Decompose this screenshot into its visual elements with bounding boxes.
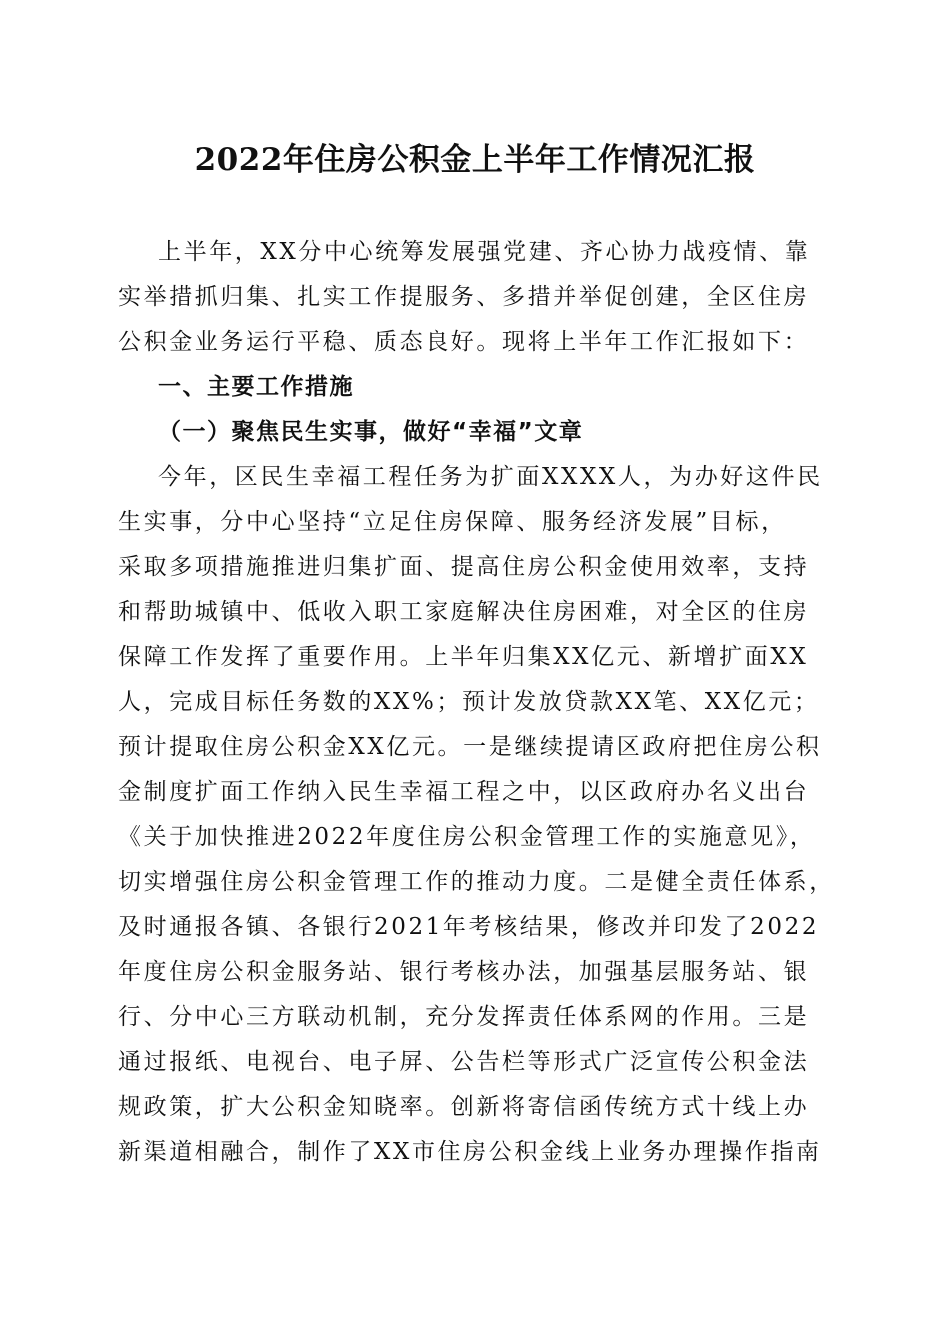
intro-line: 公积金业务运行平稳、质态良好。现将上半年工作汇报如下： xyxy=(118,329,810,355)
paragraph-line: 及时通报各镇、各银行2021年考核结果，修改并印发了2022 xyxy=(118,914,820,940)
paragraph-line: 今年，区民生幸福工程任务为扩面XXXX人，为办好这件民 xyxy=(158,464,823,490)
intro-line: 实举措抓归集、扎实工作提服务、多措并举促创建，全区住房 xyxy=(118,284,810,310)
paragraph-line: 保障工作发挥了重要作用。上半年归集XX亿元、新增扩面XX xyxy=(118,644,809,670)
paragraph-line: 金制度扩面工作纳入民生幸福工程之中，以区政府办名义出台 xyxy=(118,779,810,805)
paragraph-line: 年度住房公积金服务站、银行考核办法，加强基层服务站、银 xyxy=(118,959,810,985)
section-heading: 一、主要工作措施 xyxy=(158,374,354,400)
document-body xyxy=(118,230,835,1175)
paragraph-line: 生实事，分中心坚持“立足住房保障、服务经济发展”目标， xyxy=(118,509,787,535)
paragraph-line: 《关于加快推进2022年度住房公积金管理工作的实施意见》， xyxy=(118,824,816,850)
paragraph-line: 切实增强住房公积金管理工作的推动力度。二是健全责任体系， xyxy=(118,869,835,895)
subsection-heading: （一）聚焦民生实事，做好“幸福”文章 xyxy=(158,419,584,445)
paragraph-line: 新渠道相融合，制作了XX市住房公积金线上业务办理操作指南 xyxy=(118,1139,822,1165)
paragraph-line: 采取多项措施推进归集扩面、提高住房公积金使用效率，支持 xyxy=(118,554,810,580)
paragraph-line: 人，完成目标任务数的XX%；预计发放贷款XX笔、XX亿元； xyxy=(118,689,820,715)
document-title: 2022年住房公积金上半年工作情况汇报 xyxy=(194,142,756,178)
paragraph-line: 和帮助城镇中、低收入职工家庭解决住房困难，对全区的住房 xyxy=(118,599,810,625)
intro-line: 上半年，XX分中心统筹发展强党建、齐心协力战疫情、靠 xyxy=(158,239,811,265)
paragraph-line: 通过报纸、电视台、电子屏、公告栏等形式广泛宣传公积金法 xyxy=(118,1049,810,1075)
paragraph-line: 行、分中心三方联动机制，充分发挥责任体系网的作用。三是 xyxy=(118,1004,810,1030)
paragraph-line: 预计提取住房公积金XX亿元。一是继续提请区政府把住房公积 xyxy=(118,734,822,760)
paragraph-line: 规政策，扩大公积金知晓率。创新将寄信函传统方式十线上办 xyxy=(118,1094,810,1120)
